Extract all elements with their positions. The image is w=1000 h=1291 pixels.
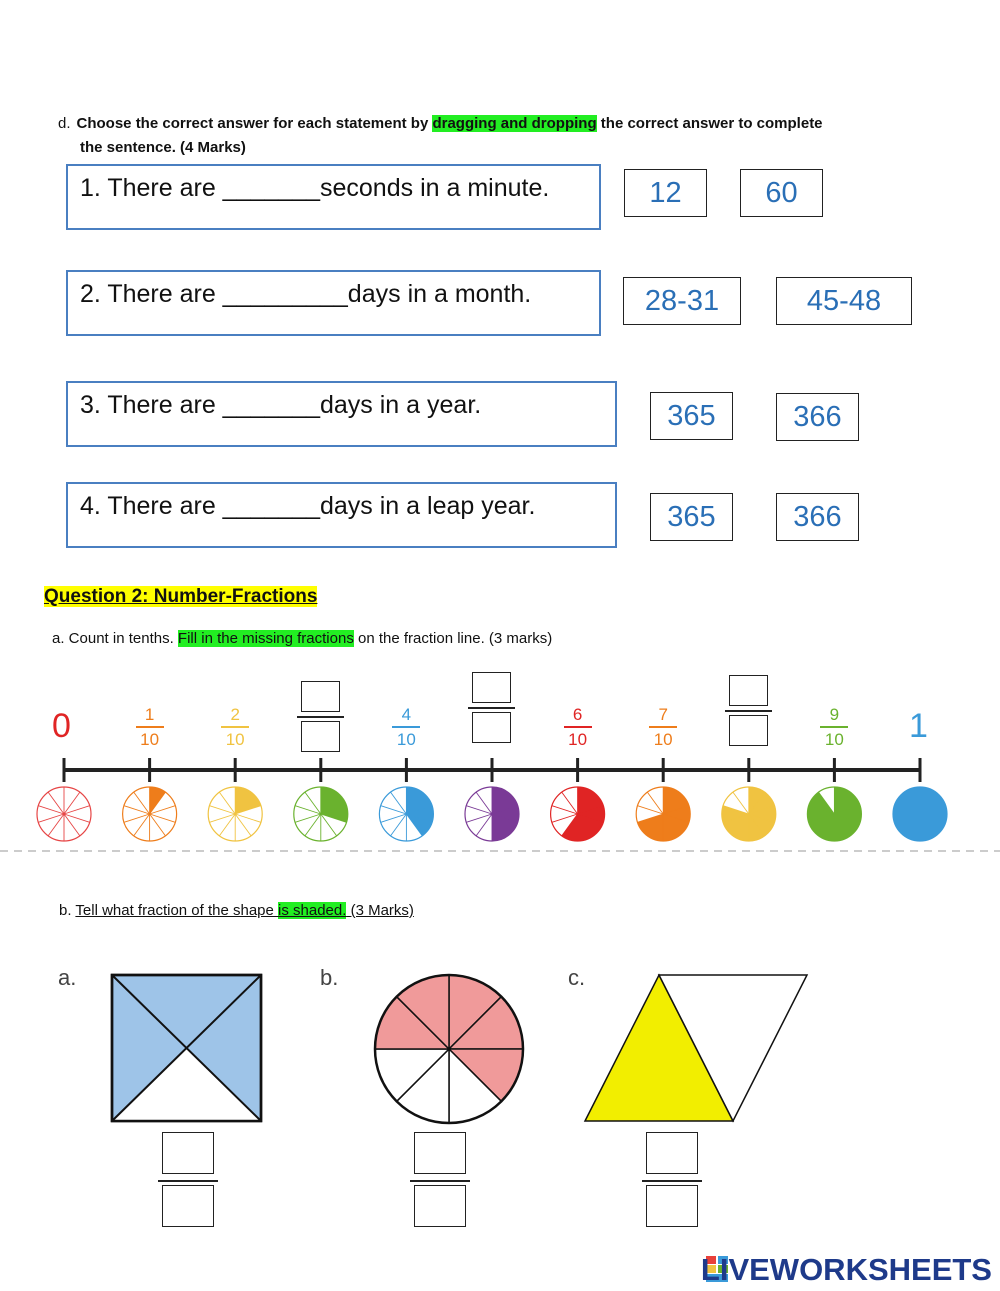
fraction-bar xyxy=(392,726,420,728)
missing-fraction-denominator-input[interactable] xyxy=(472,712,511,743)
shape-a-fraction-bar xyxy=(158,1180,218,1182)
fraction-denominator: 10 xyxy=(568,730,588,749)
shape-b-circle xyxy=(375,975,523,1123)
fraction-bar xyxy=(564,726,592,728)
statement-3-dropzone[interactable]: 3. There are _______days in a year. xyxy=(66,381,617,447)
part-b-instructions: b. Tell what fraction of the shape is shaded. (3 Marks) xyxy=(59,902,414,919)
fraction-label xyxy=(558,706,598,748)
statement-4-dropzone[interactable]: 4. There are _______days in a leap year. xyxy=(66,482,617,548)
option-2a[interactable]: 28-31 xyxy=(623,277,741,325)
fraction-bar xyxy=(649,726,677,728)
fraction-numerator: 7 xyxy=(658,705,668,724)
shape-c-parallelogram xyxy=(585,975,807,1121)
fraction-denominator: 10 xyxy=(824,730,844,749)
shape-c-numerator-input[interactable] xyxy=(646,1132,698,1174)
option-2b[interactable]: 45-48 xyxy=(776,277,912,325)
fraction-label xyxy=(386,706,426,748)
option-4b[interactable]: 366 xyxy=(776,493,859,541)
shape-c-letter: c. xyxy=(568,965,586,990)
missing-fraction-denominator-input[interactable] xyxy=(301,721,340,752)
label-zero: 0 xyxy=(52,707,71,745)
missing-fraction-numerator-input[interactable] xyxy=(301,681,340,712)
shape-c-fraction-bar xyxy=(642,1180,702,1182)
tenths-circle xyxy=(37,787,91,841)
statement-1-dropzone[interactable]: 1. There are _______seconds in a minute. xyxy=(66,164,601,230)
instructions-label: d. xyxy=(58,115,71,132)
option-1a[interactable]: 12 xyxy=(624,169,707,217)
question-2-title: Question 2: Number-Fractions xyxy=(44,586,318,607)
tenths-circle xyxy=(636,787,690,841)
fraction-denominator: 10 xyxy=(225,730,245,749)
fraction-bar xyxy=(221,726,249,728)
fraction-numerator: 4 xyxy=(401,705,412,724)
fraction-label xyxy=(814,706,854,748)
fraction-numerator: 6 xyxy=(572,705,583,724)
instructions: d. Choose the correct answer for each statement by dragging and dropping the correct answer to complete the sentence. (4 Marks) xyxy=(58,112,878,160)
option-3a[interactable]: 365 xyxy=(650,392,733,440)
tenths-circle xyxy=(208,787,262,841)
shape-a-numerator-input[interactable] xyxy=(162,1132,214,1174)
tenths-circle xyxy=(807,787,861,841)
instructions-highlight: dragging and dropping xyxy=(432,115,597,132)
tenths-circle xyxy=(893,787,947,841)
shape-a-denominator-input[interactable] xyxy=(162,1185,214,1227)
shape-a-square xyxy=(112,975,261,1121)
fraction-numerator: 1 xyxy=(144,705,155,724)
tenths-circle xyxy=(379,787,433,841)
shape-c-denominator-input[interactable] xyxy=(646,1185,698,1227)
option-4a[interactable]: 365 xyxy=(650,493,733,541)
tenths-circle xyxy=(722,787,776,841)
tenths-circle xyxy=(551,787,605,841)
missing-fraction-denominator-input[interactable] xyxy=(729,715,768,746)
shape-b-letter: b. xyxy=(320,965,339,990)
fraction-numerator: 2 xyxy=(230,705,240,724)
fraction-numerator: 9 xyxy=(829,705,840,724)
shapes-svg xyxy=(0,965,1000,1135)
part-a-instructions: a. Count in tenths. Fill in the missing fractions on the fraction line. (3 marks) xyxy=(52,630,553,647)
option-1b[interactable]: 60 xyxy=(740,169,823,217)
missing-fraction-bar xyxy=(725,710,772,712)
shape-b-numerator-input[interactable] xyxy=(414,1132,466,1174)
shape-b-fraction-bar xyxy=(410,1180,470,1182)
fraction-denominator: 10 xyxy=(653,730,673,749)
number-line xyxy=(0,750,1000,860)
label-one: 1 xyxy=(909,707,928,745)
instructions-line2: the sentence. (4 Marks) xyxy=(80,139,246,156)
option-3b[interactable]: 366 xyxy=(776,393,859,441)
fraction-label xyxy=(130,706,170,748)
missing-fraction-bar xyxy=(297,716,344,718)
missing-fraction-bar xyxy=(468,707,515,709)
fraction-label xyxy=(215,706,255,748)
fraction-denominator: 10 xyxy=(140,730,160,749)
fraction-denominator: 10 xyxy=(396,730,416,749)
missing-fraction-numerator-input[interactable] xyxy=(729,675,768,706)
statement-2-dropzone[interactable]: 2. There are _________days in a month. xyxy=(66,270,601,336)
liveworksheets-brand: LIVEWORKSHEETS xyxy=(700,1252,992,1287)
fraction-label xyxy=(643,706,683,748)
tenths-circle xyxy=(465,787,519,841)
shape-b-denominator-input[interactable] xyxy=(414,1185,466,1227)
tenths-circle xyxy=(123,787,177,841)
tenths-circle xyxy=(294,787,348,841)
fraction-bar xyxy=(136,726,164,728)
shape-a-letter: a. xyxy=(58,965,77,990)
missing-fraction-numerator-input[interactable] xyxy=(472,672,511,703)
fraction-bar xyxy=(820,726,848,728)
